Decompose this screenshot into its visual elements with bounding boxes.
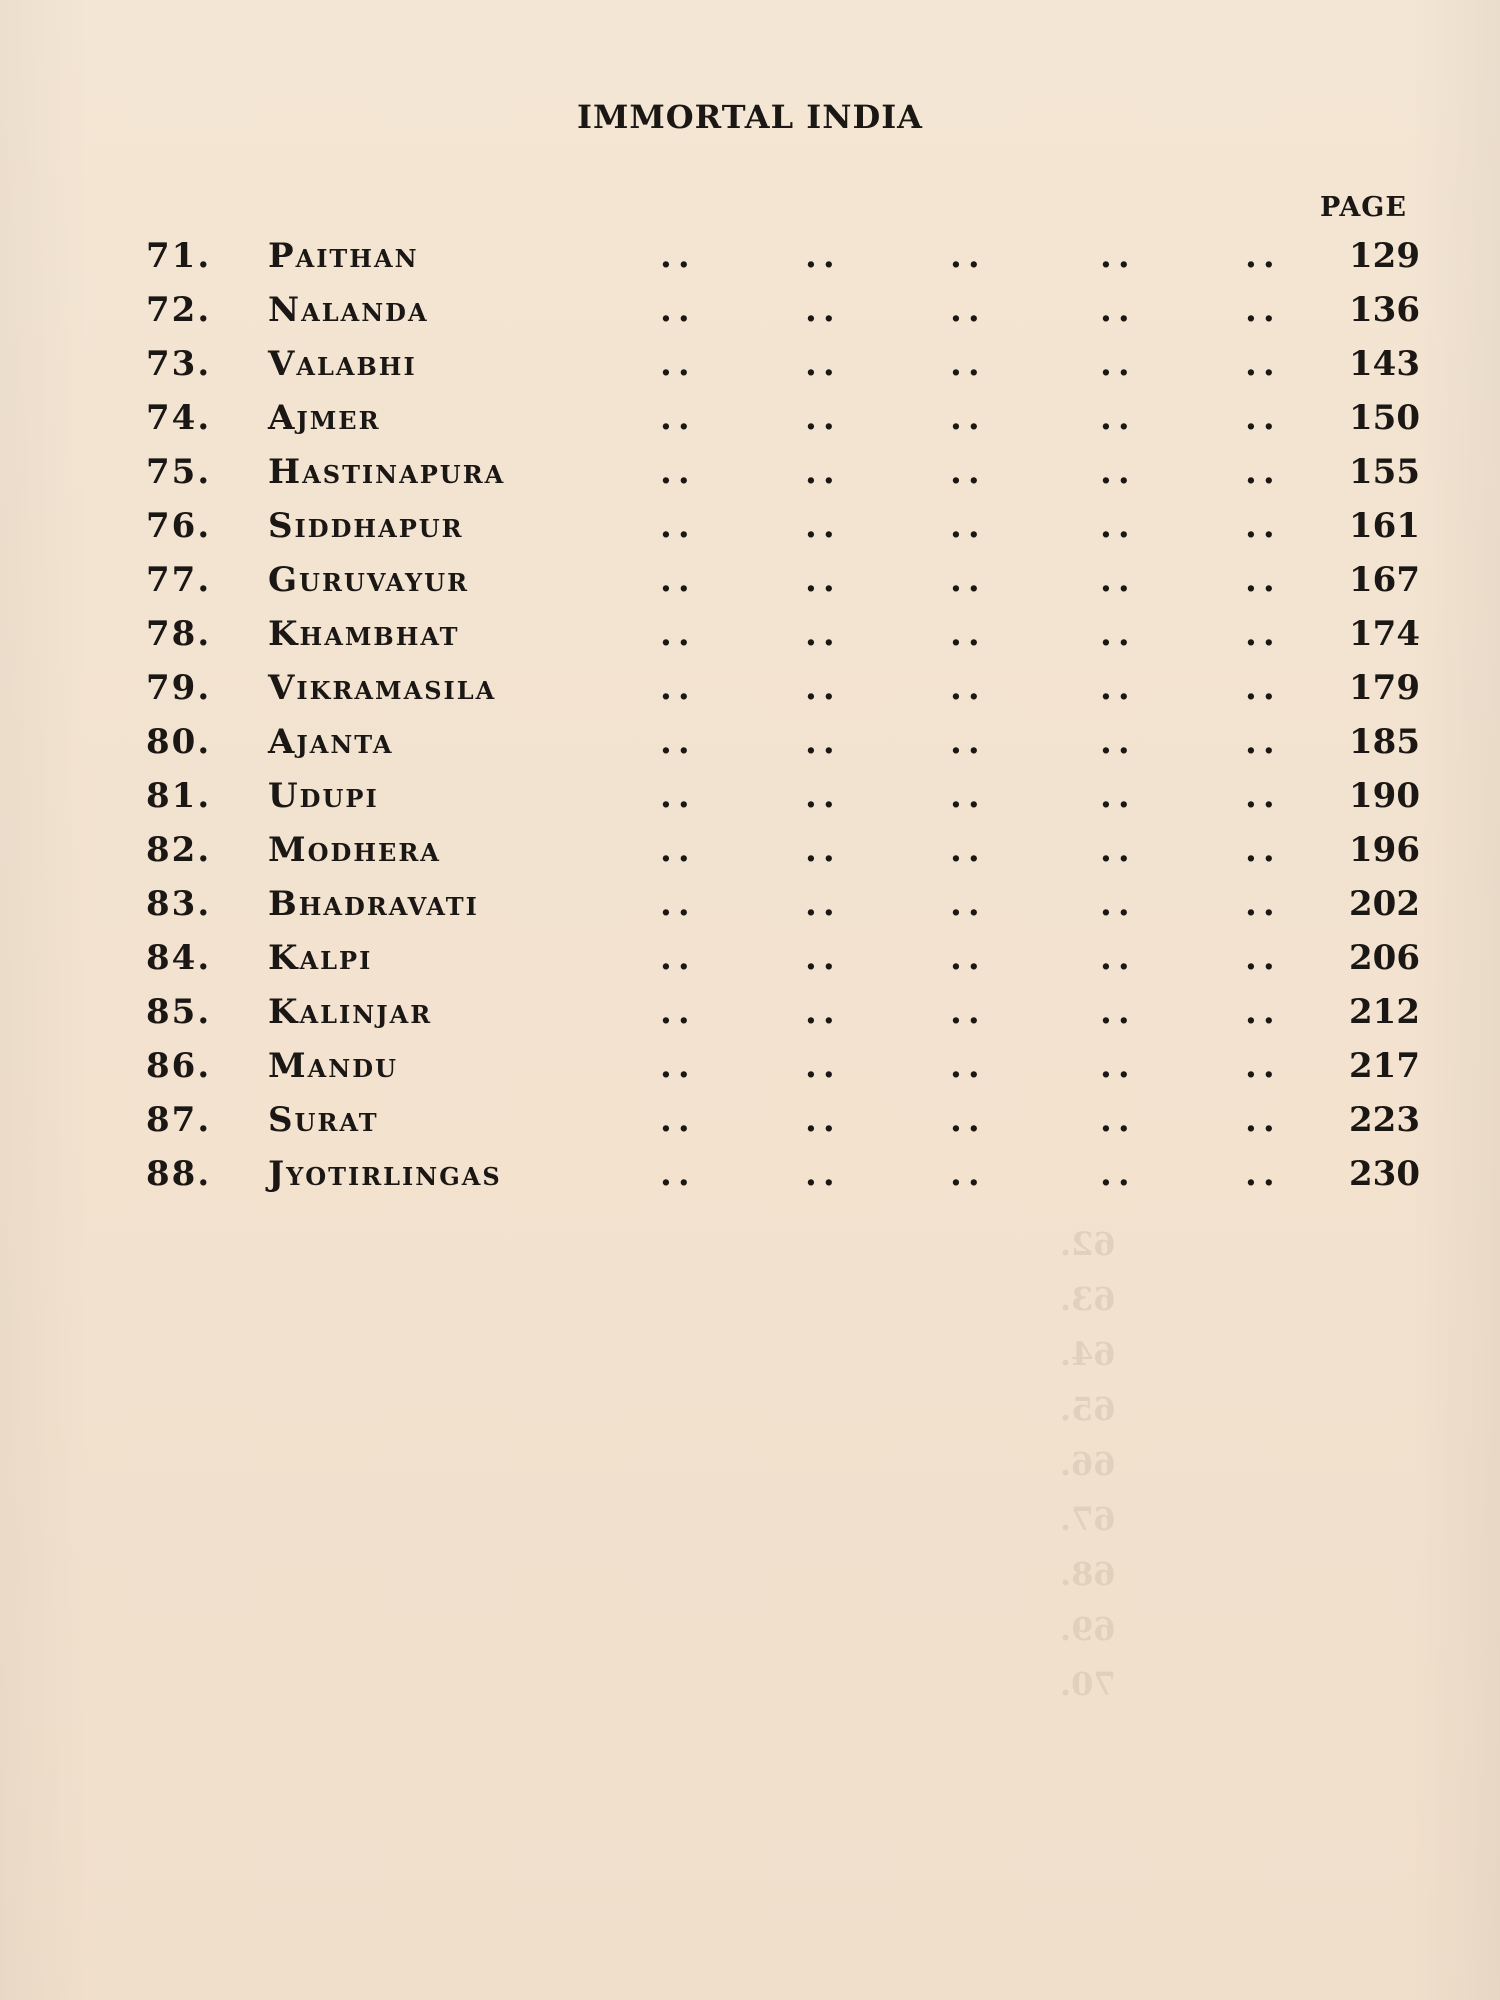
entry-number: 73. <box>146 344 212 384</box>
leader-dots: .. <box>1245 398 1281 438</box>
leader-dots: .. <box>805 1046 841 1086</box>
dot-leaders <box>660 236 1300 276</box>
entry-page-number: 136 <box>1349 290 1420 330</box>
leader-dots: .. <box>805 668 841 708</box>
entry-page-number: 179 <box>1349 668 1420 708</box>
leader-dots: .. <box>660 668 696 708</box>
leader-dots: .. <box>950 506 986 546</box>
entry-title: Jyotirlingas <box>268 1154 502 1194</box>
entry-title: Valabhi <box>268 344 417 384</box>
leader-dots: .. <box>660 776 696 816</box>
leader-dots: .. <box>660 236 696 276</box>
contents-entry <box>0 1096 1500 1150</box>
running-head: IMMORTAL INDIA <box>576 98 923 136</box>
leader-dots: .. <box>950 1154 986 1194</box>
leader-dots: .. <box>950 560 986 600</box>
entry-page-number: 161 <box>1349 506 1420 546</box>
ghost-line: 68. <box>1060 1555 1116 1593</box>
dot-leaders <box>660 1154 1300 1194</box>
leader-dots: .. <box>1100 290 1136 330</box>
entry-page-number: 167 <box>1349 560 1420 600</box>
contents-entry <box>0 610 1500 664</box>
leader-dots: .. <box>1245 884 1281 924</box>
leader-dots: .. <box>1245 1046 1281 1086</box>
contents-entry <box>0 502 1500 556</box>
leader-dots: .. <box>805 452 841 492</box>
entry-number: 71. <box>146 236 212 276</box>
contents-entry <box>0 880 1500 934</box>
leader-dots: .. <box>805 722 841 762</box>
ghost-line: 67. <box>1060 1500 1116 1538</box>
leader-dots: .. <box>1245 1154 1281 1194</box>
entry-page-number: 185 <box>1349 722 1420 762</box>
entry-page-number: 206 <box>1349 938 1420 978</box>
leader-dots: .. <box>805 830 841 870</box>
leader-dots: .. <box>660 722 696 762</box>
contents-entry <box>0 394 1500 448</box>
entry-number: 77. <box>146 560 212 600</box>
entry-page-number: 174 <box>1349 614 1420 654</box>
leader-dots: .. <box>805 398 841 438</box>
leader-dots: .. <box>1100 992 1136 1032</box>
leader-dots: .. <box>660 398 696 438</box>
entry-title: Kalinjar <box>268 992 433 1032</box>
leader-dots: .. <box>1100 236 1136 276</box>
leader-dots: .. <box>660 560 696 600</box>
leader-dots: .. <box>660 992 696 1032</box>
leader-dots: .. <box>660 614 696 654</box>
ghost-line: 63. <box>1060 1280 1116 1318</box>
leader-dots: .. <box>1100 1154 1136 1194</box>
leader-dots: .. <box>950 398 986 438</box>
leader-dots: .. <box>660 938 696 978</box>
leader-dots: .. <box>950 884 986 924</box>
entry-number: 85. <box>146 992 212 1032</box>
leader-dots: .. <box>660 1100 696 1140</box>
entry-number: 75. <box>146 452 212 492</box>
entry-number: 78. <box>146 614 212 654</box>
ghost-line: 62. <box>1060 1225 1116 1263</box>
contents-entry <box>0 718 1500 772</box>
leader-dots: .. <box>805 1100 841 1140</box>
entry-page-number: 150 <box>1349 398 1420 438</box>
leader-dots: .. <box>1245 344 1281 384</box>
leader-dots: .. <box>660 344 696 384</box>
entry-title: Udupi <box>268 776 379 816</box>
entry-title: Modhera <box>268 830 441 870</box>
dot-leaders <box>660 344 1300 384</box>
leader-dots: .. <box>1100 344 1136 384</box>
dot-leaders <box>660 992 1300 1032</box>
entry-number: 82. <box>146 830 212 870</box>
leader-dots: .. <box>1245 938 1281 978</box>
leader-dots: .. <box>1100 560 1136 600</box>
dot-leaders <box>660 776 1300 816</box>
leader-dots: .. <box>950 1100 986 1140</box>
leader-dots: .. <box>950 1046 986 1086</box>
ghost-line: 70. <box>1060 1665 1116 1703</box>
dot-leaders <box>660 1046 1300 1086</box>
leader-dots: .. <box>1100 884 1136 924</box>
entry-page-number: 129 <box>1349 236 1420 276</box>
contents-entry <box>0 286 1500 340</box>
entry-page-number: 230 <box>1349 1154 1420 1194</box>
leader-dots: .. <box>950 668 986 708</box>
leader-dots: .. <box>1245 290 1281 330</box>
leader-dots: .. <box>950 722 986 762</box>
dot-leaders <box>660 452 1300 492</box>
entry-number: 72. <box>146 290 212 330</box>
contents-entry <box>0 556 1500 610</box>
leader-dots: .. <box>950 344 986 384</box>
entry-title: Nalanda <box>268 290 429 330</box>
leader-dots: .. <box>1245 668 1281 708</box>
leader-dots: .. <box>950 938 986 978</box>
dot-leaders <box>660 506 1300 546</box>
leader-dots: .. <box>1100 668 1136 708</box>
dot-leaders <box>660 668 1300 708</box>
entry-title: Ajanta <box>268 722 394 762</box>
leader-dots: .. <box>950 290 986 330</box>
contents-list <box>0 232 1500 1204</box>
dot-leaders <box>660 722 1300 762</box>
leader-dots: .. <box>805 236 841 276</box>
entry-number: 74. <box>146 398 212 438</box>
leader-dots: .. <box>805 938 841 978</box>
contents-entry <box>0 1042 1500 1096</box>
leader-dots: .. <box>660 884 696 924</box>
entry-title: Mandu <box>268 1046 398 1086</box>
contents-entry <box>0 934 1500 988</box>
entry-title: Guruvayur <box>268 560 470 600</box>
leader-dots: .. <box>1100 398 1136 438</box>
ghost-line: 64. <box>1060 1335 1116 1373</box>
entry-number: 87. <box>146 1100 212 1140</box>
leader-dots: .. <box>1100 1100 1136 1140</box>
leader-dots: .. <box>1100 722 1136 762</box>
leader-dots: .. <box>1245 236 1281 276</box>
entry-title: Bhadravati <box>268 884 479 924</box>
leader-dots: .. <box>1100 776 1136 816</box>
entry-number: 84. <box>146 938 212 978</box>
leader-dots: .. <box>950 776 986 816</box>
leader-dots: .. <box>1245 1100 1281 1140</box>
entry-title: Surat <box>268 1100 379 1140</box>
entry-title: Ajmer <box>268 398 381 438</box>
entry-number: 79. <box>146 668 212 708</box>
leader-dots: .. <box>1100 452 1136 492</box>
ghost-line: 69. <box>1060 1610 1116 1648</box>
leader-dots: .. <box>1245 506 1281 546</box>
dot-leaders <box>660 830 1300 870</box>
dot-leaders <box>660 938 1300 978</box>
entry-number: 80. <box>146 722 212 762</box>
contents-entry <box>0 448 1500 502</box>
leader-dots: .. <box>950 830 986 870</box>
entry-page-number: 155 <box>1349 452 1420 492</box>
contents-entry <box>0 232 1500 286</box>
entry-page-number: 143 <box>1349 344 1420 384</box>
contents-entry <box>0 826 1500 880</box>
entry-title: Vikramasila <box>268 668 497 708</box>
entry-title: Siddhapur <box>268 506 464 546</box>
entry-number: 76. <box>146 506 212 546</box>
dot-leaders <box>660 560 1300 600</box>
leader-dots: .. <box>805 992 841 1032</box>
dot-leaders <box>660 884 1300 924</box>
leader-dots: .. <box>950 992 986 1032</box>
ghost-line: 65. <box>1060 1390 1116 1428</box>
entry-title: Kalpi <box>268 938 373 978</box>
entry-page-number: 217 <box>1349 1046 1420 1086</box>
leader-dots: .. <box>1245 776 1281 816</box>
entry-number: 86. <box>146 1046 212 1086</box>
entry-page-number: 190 <box>1349 776 1420 816</box>
leader-dots: .. <box>1245 614 1281 654</box>
entry-number: 81. <box>146 776 212 816</box>
ghost-line: 66. <box>1060 1445 1116 1483</box>
leader-dots: .. <box>1245 992 1281 1032</box>
leader-dots: .. <box>950 452 986 492</box>
leader-dots: .. <box>805 614 841 654</box>
leader-dots: .. <box>1245 722 1281 762</box>
dot-leaders <box>660 398 1300 438</box>
leader-dots: .. <box>1245 452 1281 492</box>
entry-title: Hastinapura <box>268 452 506 492</box>
leader-dots: .. <box>1245 830 1281 870</box>
contents-entry <box>0 1150 1500 1204</box>
leader-dots: .. <box>660 830 696 870</box>
contents-entry <box>0 988 1500 1042</box>
leader-dots: .. <box>1245 560 1281 600</box>
leader-dots: .. <box>660 290 696 330</box>
leader-dots: .. <box>950 614 986 654</box>
leader-dots: .. <box>660 452 696 492</box>
leader-dots: .. <box>1100 506 1136 546</box>
leader-dots: .. <box>660 1154 696 1194</box>
leader-dots: .. <box>1100 614 1136 654</box>
leader-dots: .. <box>805 1154 841 1194</box>
leader-dots: .. <box>805 344 841 384</box>
contents-entry <box>0 340 1500 394</box>
contents-entry <box>0 664 1500 718</box>
entry-number: 88. <box>146 1154 212 1194</box>
leader-dots: .. <box>1100 938 1136 978</box>
entry-page-number: 196 <box>1349 830 1420 870</box>
dot-leaders <box>660 290 1300 330</box>
leader-dots: .. <box>805 290 841 330</box>
leader-dots: .. <box>1100 1046 1136 1086</box>
leader-dots: .. <box>660 1046 696 1086</box>
dot-leaders <box>660 614 1300 654</box>
entry-number: 83. <box>146 884 212 924</box>
dot-leaders <box>660 1100 1300 1140</box>
leader-dots: .. <box>805 506 841 546</box>
leader-dots: .. <box>805 884 841 924</box>
leader-dots: .. <box>805 560 841 600</box>
leader-dots: .. <box>950 236 986 276</box>
leader-dots: .. <box>660 506 696 546</box>
leader-dots: .. <box>805 776 841 816</box>
entry-page-number: 202 <box>1349 884 1420 924</box>
entry-page-number: 212 <box>1349 992 1420 1032</box>
entry-title: Paithan <box>268 236 419 276</box>
page-column-label: PAGE <box>1320 192 1407 223</box>
entry-title: Khambhat <box>268 614 460 654</box>
entry-page-number: 223 <box>1349 1100 1420 1140</box>
leader-dots: .. <box>1100 830 1136 870</box>
contents-entry <box>0 772 1500 826</box>
